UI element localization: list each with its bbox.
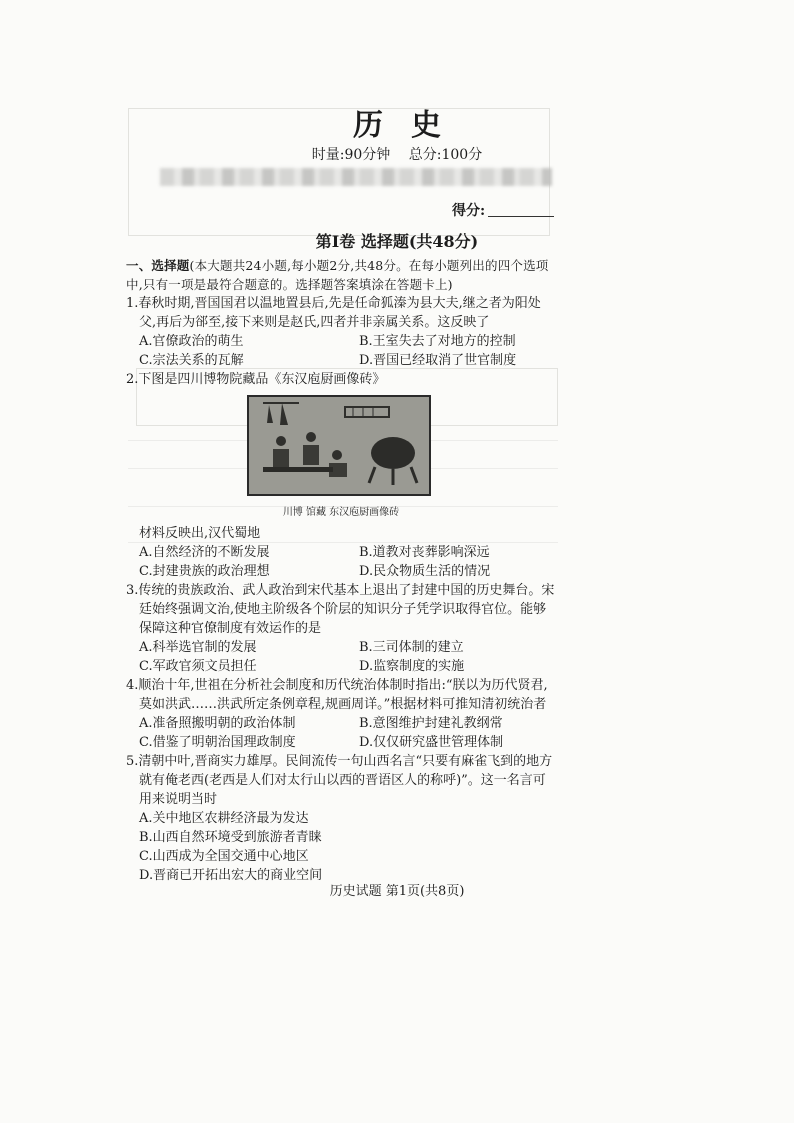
option-c[interactable]: C.宗法关系的瓦解 <box>139 353 244 368</box>
question-stem: 3.传统的贵族政治、武人政治到宋代基本上退出了封建中国的历史舞台。宋廷始终强调文治,使地主阶级各个阶层的知识分子凭学识取得官位。能够保障这种官僚制度有效运作的是 <box>126 583 555 636</box>
instruction-text: (本大题共24小题,每小题2分,共48分。在每小题列出的四个选项中,只有一项是最符合题意的。选择题答案填涂在答题卡上) <box>126 258 549 292</box>
option-d[interactable]: D.民众物质生活的情况 <box>359 564 491 579</box>
options <box>126 543 556 581</box>
relief-brick-figure <box>126 395 556 522</box>
time-limit: 时量:90分钟 <box>311 147 391 163</box>
option-c[interactable]: C.封建贵族的政治理想 <box>139 564 270 579</box>
score-blank <box>488 216 554 217</box>
exam-meta <box>0 144 794 164</box>
page-footer: 历史试题 第1页(共8页) <box>329 884 465 899</box>
question-2 <box>126 370 556 581</box>
options <box>126 714 556 752</box>
score-label: 得分: <box>452 203 486 219</box>
options <box>126 332 556 370</box>
option-a[interactable]: A.官僚政治的萌生 <box>139 334 244 349</box>
option-a[interactable]: A.自然经济的不断发展 <box>139 545 270 560</box>
figure-caption: 川博 馆藏 东汉庖厨画像砖 <box>282 507 400 518</box>
option-c[interactable]: C.军政官须文员担任 <box>139 659 257 674</box>
option-c[interactable]: C.山西成为全国交通中心地区 <box>139 849 309 864</box>
question-list <box>126 256 556 885</box>
option-d[interactable]: D.仅仅研究盛世管理体制 <box>359 735 504 750</box>
question-stem: 2.下图是四川博物院藏品《东汉庖厨画像砖》 <box>126 372 386 387</box>
option-a[interactable]: A.关中地区农耕经济最为发达 <box>139 811 309 826</box>
option-b[interactable]: B.山西自然环境受到旅游者青睐 <box>139 830 322 845</box>
instruction-heading: 一、选择题 <box>126 258 190 273</box>
instructions <box>126 256 556 294</box>
question-stem: 5.清朝中叶,晋商实力雄厚。民间流传一句山西名言“只要有麻雀飞到的地方就有俺老西(老西是人们对太行山以西的晋语区人的称呼)”。这一名言可用来说明当时 <box>126 754 553 807</box>
question-1 <box>126 294 556 370</box>
option-c[interactable]: C.借鉴了明朝治国理政制度 <box>139 735 296 750</box>
option-d[interactable]: D.晋商已开拓出宏大的商业空间 <box>139 868 323 883</box>
options <box>126 809 556 885</box>
option-b[interactable]: B.三司体制的建立 <box>359 640 464 655</box>
redacted-info-bar <box>160 168 552 186</box>
option-d[interactable]: D.监察制度的实施 <box>359 659 465 674</box>
option-b[interactable]: B.王室失去了对地方的控制 <box>359 334 516 349</box>
option-b[interactable]: B.意图维护封建礼教纲常 <box>359 716 503 731</box>
question-stem: 1.春秋时期,晋国国君以温地置县后,先是任命狐溱为县大夫,继之者为阳处父,再后为郤至,接下来则是赵氏,四者并非亲属关系。这反映了 <box>126 296 541 330</box>
question-3 <box>126 581 556 676</box>
question-4 <box>126 676 556 752</box>
question-prompt: 材料反映出,汉代蜀地 <box>139 526 261 541</box>
question-5 <box>126 752 556 885</box>
kitchen-scene-illustration <box>249 397 429 494</box>
option-a[interactable]: A.科举选官制的发展 <box>139 640 257 655</box>
option-a[interactable]: A.准备照搬明朝的政治体制 <box>139 716 296 731</box>
exam-title: 历史 <box>353 108 469 143</box>
total-score: 总分:100分 <box>408 147 483 163</box>
option-d[interactable]: D.晋国已经取消了世官制度 <box>359 353 517 368</box>
relief-brick-image <box>247 395 431 496</box>
options <box>126 638 556 676</box>
question-stem: 4.顺治十年,世祖在分析社会制度和历代统治体制时指出:“朕以为历代贤君,莫如洪武……洪武所定条例章程,规画周详。”根据材料可推知清初统治者 <box>126 678 548 712</box>
section-title: 第Ⅰ卷 选择题(共48分) <box>315 232 479 251</box>
option-b[interactable]: B.道教对丧葬影响深远 <box>359 545 490 560</box>
